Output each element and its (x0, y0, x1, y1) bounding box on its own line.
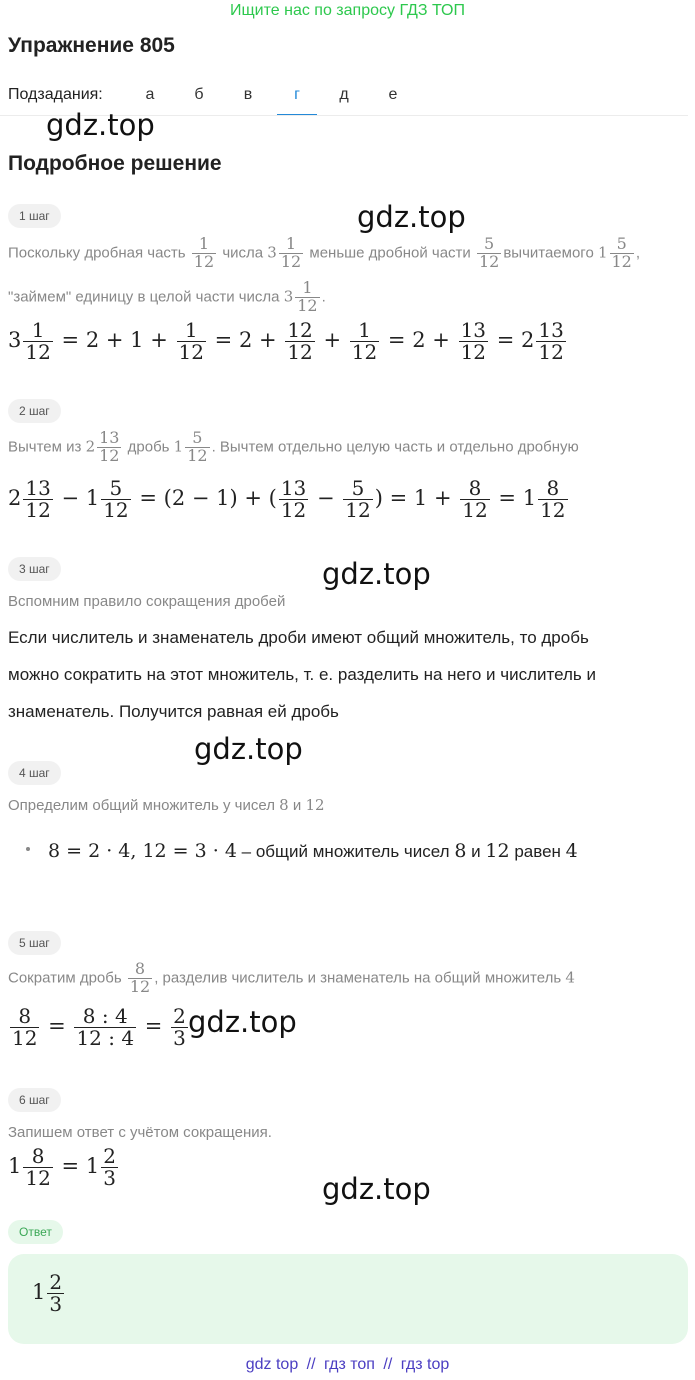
watermark: gdz.top (357, 200, 466, 234)
step-3-intro: Вспомним правило сокращения дробей (8, 593, 286, 610)
step-4-text: Определим общий множитель у чисел 8 и 12 (8, 796, 325, 814)
step-1-text-2: "займем" единицу в целой части числа 3 $\frac{1}{12}$ . (8, 278, 326, 315)
tab-v[interactable]: в (243, 86, 253, 103)
tab-b[interactable]: б (194, 86, 204, 103)
step-3-rule-line-2: можно сократить на этот множитель, т. е. разделить на него и числитель и (8, 665, 596, 684)
step-6-text: Запишем ответ с учётом сокращения. (8, 1124, 272, 1141)
answer-chip: Ответ (8, 1220, 63, 1244)
step-5-text: Сократим дробь $\frac{8}{12}$ , разделив числитель и знаменатель на общий множитель 4 (8, 959, 575, 996)
step-5-chip: 5 шаг (8, 931, 61, 955)
watermark: gdz.top (46, 108, 155, 142)
bullet-dot (26, 847, 30, 851)
step-4-bullet: 8 = 2 · 4, 12 = 3 · 4 – общий множитель чисел 8 и 12 равен 4 (48, 840, 578, 862)
search-banner: Ищите нас по запросу ГДЗ ТОП (230, 2, 465, 19)
step-2-equation: 2 $\frac{13}{12}$ − 1 $\frac{5}{12}$ = (2 − 1) + ( $\frac{13}{12}$ − $\frac{5}{12}$ ) = 1 + $\frac{8}{12}$ = 1 $\frac{8}{12}$ (8, 476, 566, 522)
answer-box (8, 1254, 688, 1344)
step-3-rule-line-1: Если числитель и знаменатель дроби имеют общий множитель, то дробь (8, 628, 589, 647)
step-6-chip: 6 шаг (8, 1088, 61, 1112)
step-5-equation: $\frac{8}{12}$ = $\frac{8 : 4}{12 : 4}$ = $\frac{2}{3}$ (12, 1004, 186, 1050)
footer-sep-2: // (383, 1356, 393, 1373)
page-title: Упражнение 805 (8, 34, 175, 57)
step-2-text: Вычтем из 2 $\frac{13}{12}$ дробь 1 $\frac{5}{12}$ . Вычтем отдельно целую часть и отдельно дробную (8, 428, 579, 465)
subtasks-label: Подзадания: (8, 86, 103, 103)
tab-e[interactable]: е (388, 86, 398, 103)
step-4-chip: 4 шаг (8, 761, 61, 785)
watermark: gdz.top (194, 732, 303, 766)
footer-sep-1: // (306, 1356, 316, 1373)
answer-value: 1 $\frac{2}{3}$ (32, 1270, 63, 1316)
footer-link-1[interactable]: gdz top (245, 1356, 299, 1373)
footer-links (0, 1356, 695, 1374)
step-1-equation: 3 $\frac{1}{12}$ = 2 + 1 + $\frac{1}{12}$ = 2 + $\frac{12}{12}$ + $\frac{1}{12}$ = 2 + $\frac{13}{12}$ = 2 $\frac{13}{12}$ (8, 318, 564, 364)
step-1-text: Поскольку дробная часть $\frac{1}{12}$ числа 3 $\frac{1}{12}$ меньше дробной части $\frac{5}{12}$ вычитаемого 1 $\frac{5}{12}$ , (8, 234, 641, 271)
tab-g[interactable]: г (294, 86, 300, 103)
step-1-chip: 1 шаг (8, 204, 61, 228)
tab-a[interactable]: а (145, 86, 155, 103)
watermark: gdz.top (322, 557, 431, 591)
tab-d[interactable]: д (339, 86, 349, 103)
footer-link-3[interactable]: гдз top (400, 1356, 450, 1373)
watermark: gdz.top (188, 1005, 297, 1039)
step-3-rule-line-3: знаменатель. Получится равная ей дробь (8, 702, 339, 721)
section-title: Подробное решение (8, 152, 222, 175)
step-6-equation: 1 $\frac{8}{12}$ = 1 $\frac{2}{3}$ (8, 1144, 116, 1190)
footer-link-2[interactable]: гдз топ (324, 1356, 375, 1373)
step-2-chip: 2 шаг (8, 399, 61, 423)
step-3-chip: 3 шаг (8, 557, 61, 581)
watermark: gdz.top (322, 1172, 431, 1206)
